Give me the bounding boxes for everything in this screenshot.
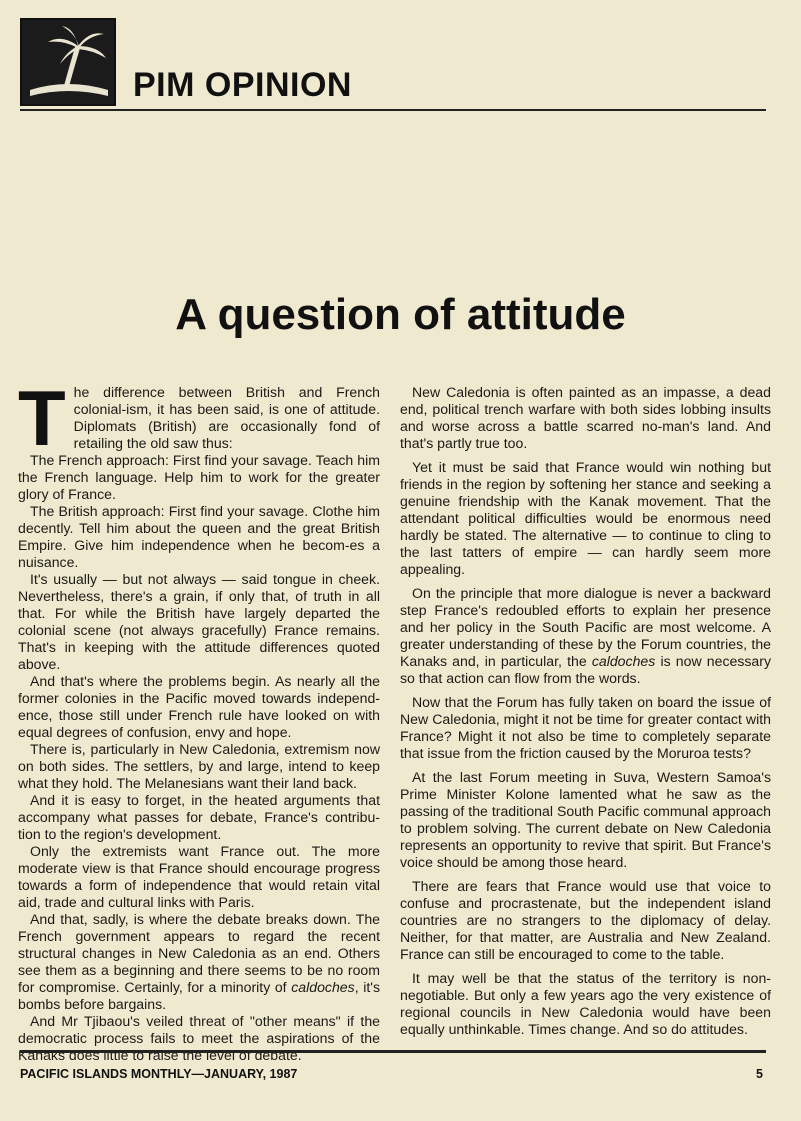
section-title: PIM OPINION xyxy=(133,66,352,104)
paragraph: There is, particularly in New Caledonia, extremism now on both sides. The settlers, by and large, intend to keep what they hold. The Melanesians want their land back. xyxy=(18,741,380,791)
paragraph: New Caledonia is often painted as an impasse, a dead end, political trench warfare with both sides lobbing insults and worse across a battle scarred no-man's land. And that's partly true too. xyxy=(400,384,771,451)
publication-footer: PACIFIC ISLANDS MONTHLY—JANUARY, 1987 xyxy=(20,1067,298,1081)
paragraph: Only the extremists want France out. The more moderate view is that France should encourage progress towards a form of independence that would retain vital aid, trade and cultural links with Paris. xyxy=(18,843,380,910)
paragraph: It may well be that the status of the territory is non-negotiable. But only a few years ago the very existence of regional councils in New Caledonia would have been equally unthinkable. Times change. And so do attitudes. xyxy=(400,970,771,1037)
paragraph: It's usually — but not always — said tongue in cheek. Nevertheless, there's a grain, if only that, of truth in all that. For while the British have largely departed the colonial scene (not always gracefully) France remains. That's in keeping with the attitude differences quoted above. xyxy=(18,571,380,672)
paragraph: At the last Forum meeting in Suva, Western Samoa's Prime Minister Kolone lamented what he saw as the passing of the traditional South Pacific communal approach to problem solving. The current debate on New Caledonia represents an opportunity to revive that spirit. But France's voice should be among those heard. xyxy=(400,769,771,870)
paragraph: Now that the Forum has fully taken on board the issue of New Caledonia, might it not be time for greater contact with France? Might it not also be time to completely separate that issue from the friction caused by the Moruroa tests? xyxy=(400,694,771,761)
page-number: 5 xyxy=(756,1067,763,1081)
palm-tree-logo-icon xyxy=(20,18,116,106)
left-column xyxy=(18,374,380,1064)
paragraph: And Mr Tjibaou's veiled threat of "other means" if the democratic process fails to meet the aspirations of the Kanaks does little to raise the level of debate. xyxy=(18,1013,380,1063)
paragraph: And that's where the problems begin. As nearly all the former colonies in the Pacific moved towards independ-ence, those still under French rule have looked on with equal degrees of confusion, envy and hope. xyxy=(18,673,380,740)
paragraph: And that, sadly, is where the debate breaks down. The French government appears to regard the recent structural changes in New Caledonia as an end. Others see them as a beginning and there seems to be no room for compromise. Certainly, for a minority of caldoches, it's bombs before bargains. xyxy=(18,911,380,1012)
paragraph: Yet it must be said that France would win nothing but friends in the region by softening her stance and seeking a genuine friendship with the Kanak movement. That the attendant political difficulties would be enormous need hardly be stated. The alternative — to continue to cling to the last tatters of empire — can hardly seem more appealing. xyxy=(400,459,771,577)
paragraph: On the principle that more dialogue is never a backward step France's redoubled efforts to explain her presence and her policy in the South Pacific are most welcome. A greater understanding of these by the Forum countries, the Kanaks and, in particular, the caldoches is now necessary so that action can flow from the words. xyxy=(400,585,771,686)
paragraph: The French approach: First find your savage. Teach him the French language. Help him to work for the greater glory of France. xyxy=(18,452,380,502)
header-divider xyxy=(20,109,766,111)
dropcap: T xyxy=(18,374,66,462)
right-column xyxy=(400,384,771,1045)
footer-divider xyxy=(20,1050,766,1053)
paragraph: The British approach: First find your savage. Clothe him decently. Tell him about the queen and the great British Empire. Give him independence when he becom-es a nuisance. xyxy=(18,503,380,570)
paragraph: And it is easy to forget, in the heated arguments that accompany what passes for debate, France's contribu-tion to the region's development. xyxy=(18,792,380,842)
paragraph: The difference between British and French colonial-ism, it has been said, is one of attitude. Diplomats (British) are occasionally fond of retailing the old saw thus: xyxy=(18,374,380,462)
article-headline: A question of attitude xyxy=(175,290,626,339)
paragraph: There are fears that France would use that voice to confuse and procrastenate, but the independent island countries are no strangers to the diplomacy of delay. Neither, for that matter, are Australia and New Zealand. France can still be encouraged to come to the table. xyxy=(400,878,771,962)
